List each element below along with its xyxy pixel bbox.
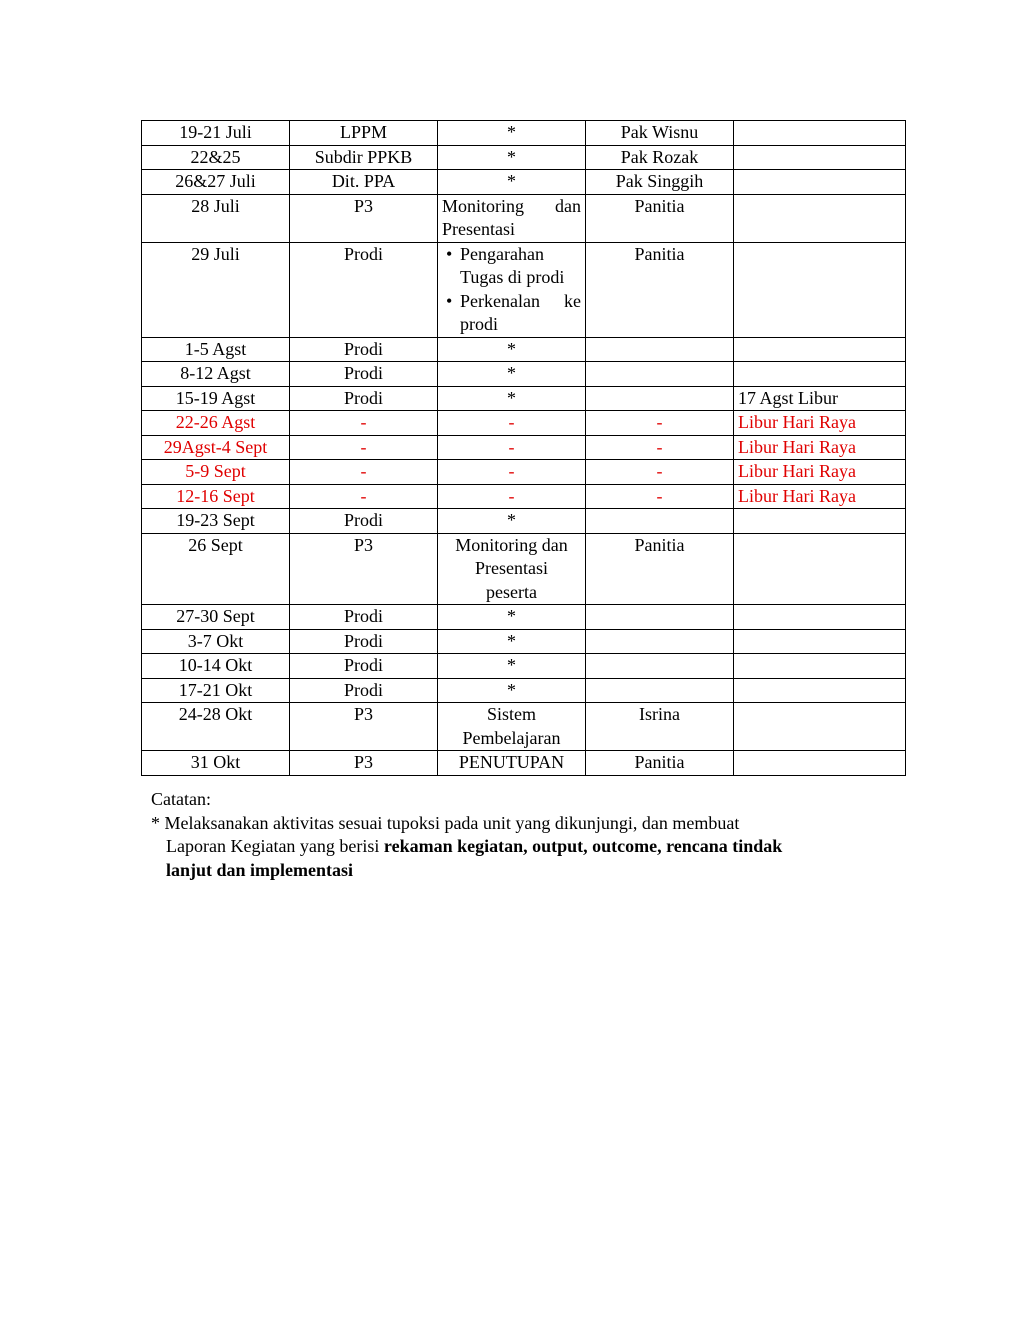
- list-item: • Perkenalan ke prodi: [460, 290, 581, 337]
- pic-cell: [586, 605, 734, 630]
- note-cell: [734, 242, 906, 337]
- unit-cell: Prodi: [290, 629, 438, 654]
- unit-cell: Dit. PPA: [290, 170, 438, 195]
- date-cell: 27-30 Sept: [142, 605, 290, 630]
- activity-cell: Monitoring dan Presentasi peserta: [438, 533, 586, 605]
- notes-heading: Catatan:: [151, 789, 211, 809]
- activity-bullet-list: [442, 243, 581, 337]
- date-cell: 22-26 Agst: [142, 411, 290, 436]
- activity-cell: [438, 242, 586, 337]
- pic-cell: Pak Rozak: [586, 145, 734, 170]
- note-cell: [734, 751, 906, 776]
- unit-cell: Prodi: [290, 337, 438, 362]
- note-cell: [734, 629, 906, 654]
- activity-cell: -: [438, 411, 586, 436]
- pic-cell: [586, 386, 734, 411]
- notes-line-3-bold: lanjut dan implementasi: [166, 859, 354, 880]
- schedule-table: [141, 120, 906, 776]
- date-cell: 22&25: [142, 145, 290, 170]
- pic-cell: Pak Wisnu: [586, 121, 734, 146]
- note-cell: [734, 605, 906, 630]
- table-row-holiday: [142, 484, 906, 509]
- activity-cell: *: [438, 170, 586, 195]
- date-cell: 29Agst-4 Sept: [142, 435, 290, 460]
- notes-line-2: [151, 835, 871, 859]
- unit-cell: Prodi: [290, 605, 438, 630]
- note-cell: [734, 337, 906, 362]
- table-row: [142, 145, 906, 170]
- unit-cell: Prodi: [290, 242, 438, 337]
- activity-cell: -: [438, 484, 586, 509]
- date-cell: 29 Juli: [142, 242, 290, 337]
- table-row-holiday: [142, 460, 906, 485]
- table-row: [142, 194, 906, 242]
- note-cell: [734, 121, 906, 146]
- date-cell: 19-21 Juli: [142, 121, 290, 146]
- note-cell: [734, 533, 906, 605]
- pic-cell: [586, 678, 734, 703]
- activity-cell: *: [438, 337, 586, 362]
- table-row: [142, 751, 906, 776]
- unit-cell: -: [290, 435, 438, 460]
- pic-cell: -: [586, 460, 734, 485]
- table-row: [142, 386, 906, 411]
- date-cell: 1-5 Agst: [142, 337, 290, 362]
- date-cell: 31 Okt: [142, 751, 290, 776]
- unit-cell: Subdir PPKB: [290, 145, 438, 170]
- pic-cell: [586, 629, 734, 654]
- pic-cell: -: [586, 484, 734, 509]
- table-row-holiday: [142, 411, 906, 436]
- pic-cell: Isrina: [586, 703, 734, 751]
- pic-cell: -: [586, 435, 734, 460]
- activity-cell: Monitoring dan Presentasi: [438, 194, 586, 242]
- unit-cell: -: [290, 411, 438, 436]
- activity-cell: Sistem Pembelajaran: [438, 703, 586, 751]
- activity-cell: *: [438, 145, 586, 170]
- unit-cell: P3: [290, 194, 438, 242]
- activity-cell: *: [438, 121, 586, 146]
- activity-cell: *: [438, 629, 586, 654]
- unit-cell: Prodi: [290, 678, 438, 703]
- table-row: [142, 362, 906, 387]
- unit-cell: Prodi: [290, 509, 438, 534]
- date-cell: 5-9 Sept: [142, 460, 290, 485]
- unit-cell: Prodi: [290, 654, 438, 679]
- note-cell: [734, 654, 906, 679]
- activity-cell: *: [438, 678, 586, 703]
- table-row-holiday: [142, 435, 906, 460]
- note-cell: [734, 703, 906, 751]
- note-cell: [734, 509, 906, 534]
- table-row: [142, 533, 906, 605]
- note-cell: 17 Agst Libur: [734, 386, 906, 411]
- table-row: [142, 605, 906, 630]
- pic-cell: Panitia: [586, 751, 734, 776]
- unit-cell: -: [290, 484, 438, 509]
- activity-cell: *: [438, 386, 586, 411]
- date-cell: 24-28 Okt: [142, 703, 290, 751]
- list-item: • Pengarahan Tugas di prodi: [460, 243, 581, 290]
- table-row: [142, 121, 906, 146]
- unit-cell: P3: [290, 703, 438, 751]
- notes-line-1: * Melaksanakan aktivitas sesuai tupoksi pada unit yang dikunjungi, dan membuat: [151, 812, 740, 833]
- table-row: [142, 337, 906, 362]
- activity-cell: -: [438, 460, 586, 485]
- pic-cell: [586, 362, 734, 387]
- pic-cell: Panitia: [586, 194, 734, 242]
- note-cell: [734, 678, 906, 703]
- unit-cell: -: [290, 460, 438, 485]
- unit-cell: Prodi: [290, 362, 438, 387]
- note-cell: Libur Hari Raya: [734, 435, 906, 460]
- pic-cell: Pak Singgih: [586, 170, 734, 195]
- date-cell: 17-21 Okt: [142, 678, 290, 703]
- notes-section: [151, 788, 871, 882]
- table-row: [142, 629, 906, 654]
- date-cell: 8-12 Agst: [142, 362, 290, 387]
- table-row: [142, 703, 906, 751]
- note-cell: [734, 145, 906, 170]
- pic-cell: Panitia: [586, 533, 734, 605]
- date-cell: 19-23 Sept: [142, 509, 290, 534]
- date-cell: 28 Juli: [142, 194, 290, 242]
- table-row: [142, 678, 906, 703]
- date-cell: 26 Sept: [142, 533, 290, 605]
- notes-line-2-bold: rekaman kegiatan, output, outcome, rencana tindak: [383, 836, 783, 856]
- unit-cell: Prodi: [290, 386, 438, 411]
- table-row: [142, 170, 906, 195]
- pic-cell: Panitia: [586, 242, 734, 337]
- activity-cell: -: [438, 435, 586, 460]
- activity-cell: *: [438, 605, 586, 630]
- note-cell: Libur Hari Raya: [734, 411, 906, 436]
- note-cell: [734, 194, 906, 242]
- date-cell: 15-19 Agst: [142, 386, 290, 411]
- date-cell: 3-7 Okt: [142, 629, 290, 654]
- pic-cell: -: [586, 411, 734, 436]
- note-cell: Libur Hari Raya: [734, 484, 906, 509]
- unit-cell: P3: [290, 751, 438, 776]
- unit-cell: P3: [290, 533, 438, 605]
- notes-line-2-plain: Laporan Kegiatan yang berisi: [166, 836, 380, 856]
- table-row: [142, 509, 906, 534]
- notes-line-3: [151, 859, 871, 883]
- pic-cell: [586, 654, 734, 679]
- activity-cell: *: [438, 362, 586, 387]
- pic-cell: [586, 337, 734, 362]
- pic-cell: [586, 509, 734, 534]
- table-row: [142, 242, 906, 337]
- date-cell: 26&27 Juli: [142, 170, 290, 195]
- unit-cell: LPPM: [290, 121, 438, 146]
- note-cell: [734, 362, 906, 387]
- activity-cell: *: [438, 654, 586, 679]
- date-cell: 10-14 Okt: [142, 654, 290, 679]
- table-row: [142, 654, 906, 679]
- note-cell: [734, 170, 906, 195]
- activity-cell: *: [438, 509, 586, 534]
- date-cell: 12-16 Sept: [142, 484, 290, 509]
- activity-cell: PENUTUPAN: [438, 751, 586, 776]
- note-cell: Libur Hari Raya: [734, 460, 906, 485]
